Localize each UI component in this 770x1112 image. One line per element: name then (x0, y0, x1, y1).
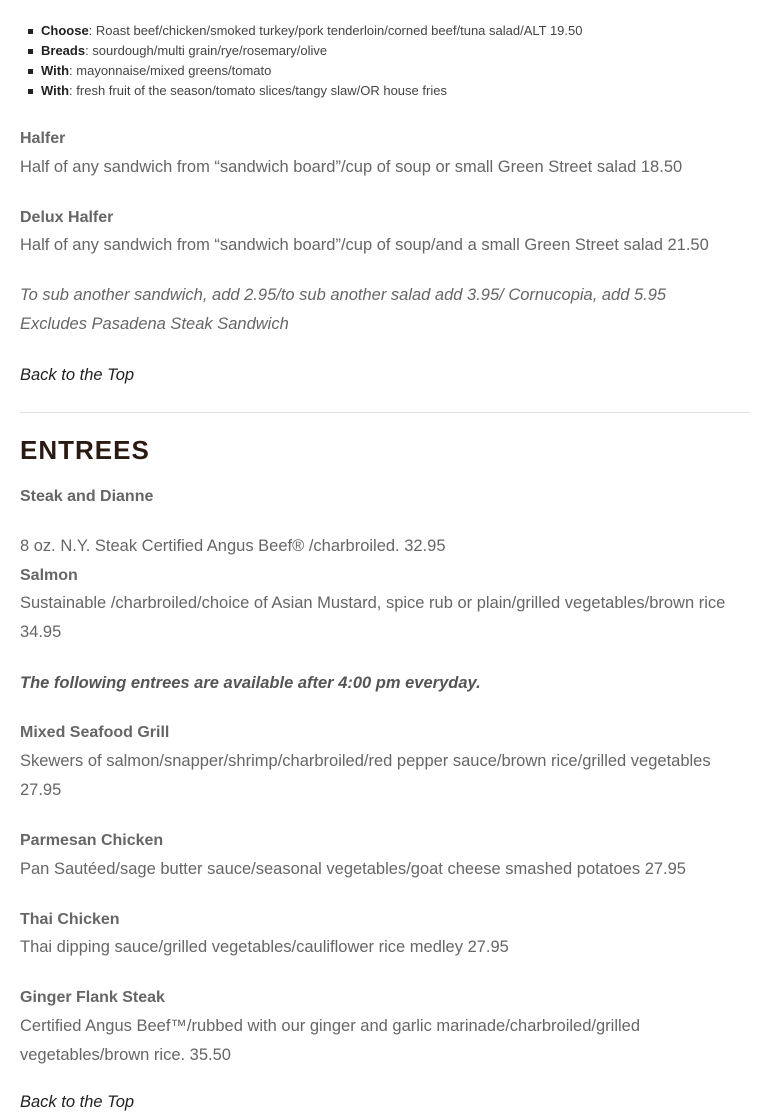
parmesan-chicken-title: Parmesan Chicken (20, 832, 164, 849)
delux-halfer-title: Delux Halfer (20, 209, 114, 226)
section-divider (20, 412, 750, 413)
list-item (41, 41, 751, 61)
salmon-description: Sustainable /charbroiled/choice of Asian Mustard, spice rub or plain/grilled vegetables/brown rice 34.95 (20, 594, 726, 641)
halfer-title: Halfer (20, 130, 66, 147)
steak-and-dianne-description: 8 oz. N.Y. Steak Certified Angus Beef® /charbroiled. 32.95 (20, 537, 446, 555)
ginger-flank-steak-title: Ginger Flank Steak (20, 989, 165, 1006)
thai-chicken-description: Thai dipping sauce/grilled vegetables/cauliflower rice medley 27.95 (20, 938, 509, 956)
option-text: : mayonnaise/mixed greens/tomato (69, 63, 272, 78)
parmesan-chicken-description: Pan Sautéed/sage butter sauce/seasonal vegetables/goat cheese smashed potatoes 27.95 (20, 860, 686, 878)
option-label: Choose (41, 23, 89, 38)
sandwich-board-options (20, 21, 751, 101)
halfer-description: Half of any sandwich from “sandwich board”/cup of soup or small Green Street salad 18.50 (20, 158, 683, 176)
exclusion-note: Excludes Pasadena Steak Sandwich (20, 315, 289, 333)
option-label: With (41, 63, 70, 78)
substitution-note: To sub another sandwich, add 2.95/to sub another salad add 3.95/ Cornucopia, add 5.95 (20, 286, 667, 304)
availability-note: The following entrees are available after 4:00 pm everyday. (20, 674, 481, 692)
salmon-title: Salmon (20, 567, 78, 584)
option-label: Breads (41, 43, 86, 58)
option-text: : sourdough/multi grain/rye/rosemary/olive (85, 43, 328, 58)
thai-chicken-title: Thai Chicken (20, 911, 120, 928)
ginger-flank-steak-description: Certified Angus Beef™/rubbed with our ginger and garlic marinade/charbroiled/grilled vegetables/brown rice. 35.50 (20, 1017, 641, 1064)
mixed-seafood-grill-description: Skewers of salmon/snapper/shrimp/charbroiled/red pepper sauce/brown rice/grilled vegetables 27.95 (20, 752, 711, 799)
list-item (41, 21, 751, 41)
list-item (41, 61, 751, 81)
delux-halfer-description: Half of any sandwich from “sandwich board”/cup of soup/and a small Green Street salad 21.50 (20, 236, 709, 254)
steak-and-dianne-title: Steak and Dianne (20, 488, 154, 505)
option-label: With (41, 83, 70, 98)
entrees-heading: ENTREES (20, 435, 150, 465)
back-to-top-link[interactable]: Back to the Top (20, 366, 135, 384)
list-item (41, 81, 751, 101)
option-text: : Roast beef/chicken/smoked turkey/pork tenderloin/corned beef/tuna salad/ALT 19.50 (88, 23, 583, 38)
option-text: : fresh fruit of the season/tomato slices/tangy slaw/OR house fries (69, 83, 447, 98)
back-to-top-link[interactable]: Back to the Top (20, 1093, 135, 1111)
mixed-seafood-grill-title: Mixed Seafood Grill (20, 724, 170, 741)
